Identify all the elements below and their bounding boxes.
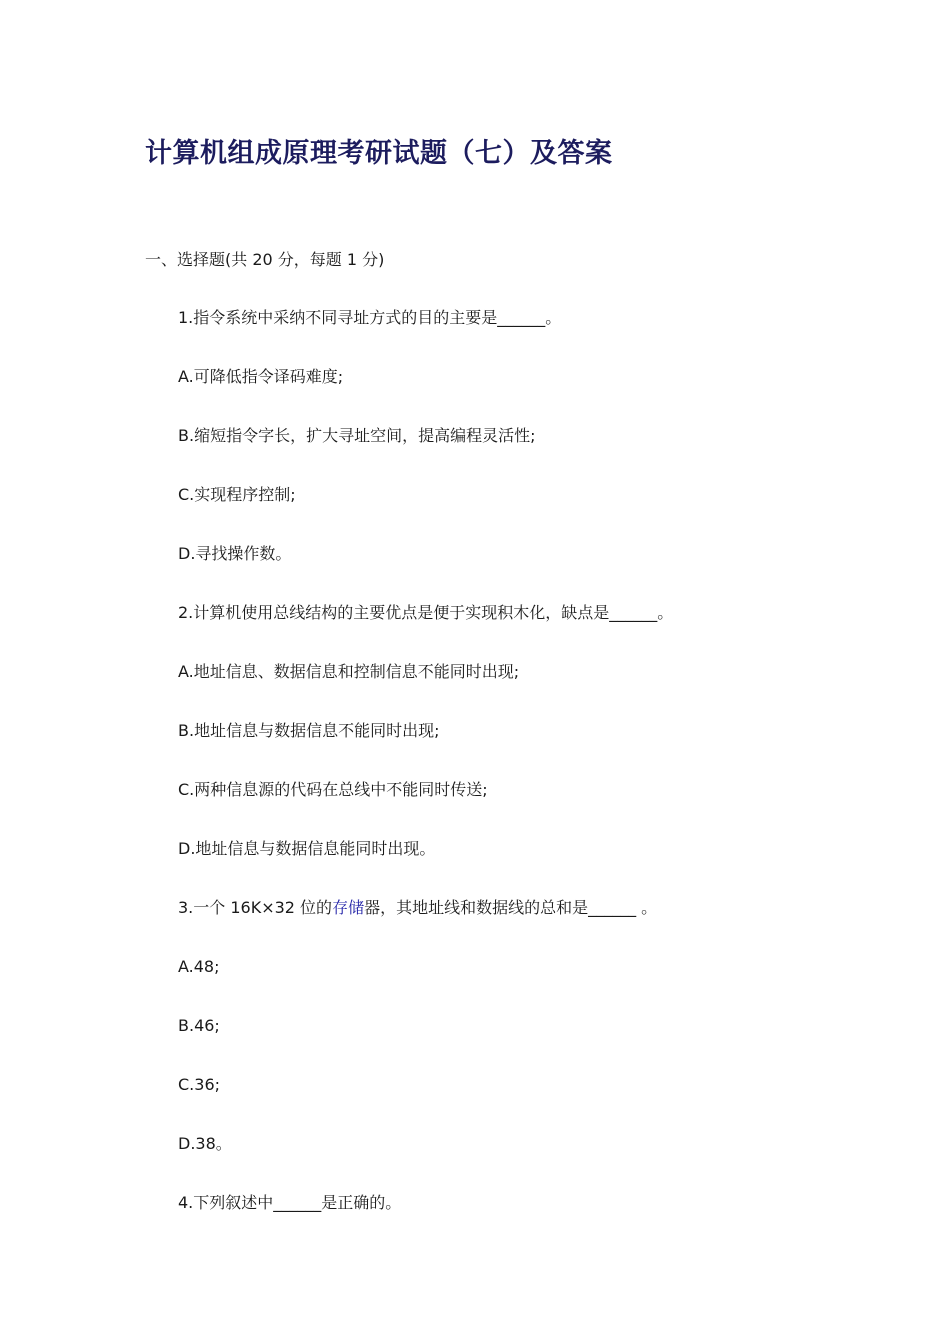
question-1-option-b: B.缩短指令字长，扩大寻址空间，提高编程灵活性; bbox=[178, 426, 536, 445]
question-2-option-c: C.两种信息源的代码在总线中不能同时传送; bbox=[178, 780, 488, 799]
question-1-option-c: C.实现程序控制; bbox=[178, 485, 296, 504]
question-3-option-b: B.46; bbox=[178, 1016, 220, 1035]
question-1-option-a: A.可降低指令译码难度; bbox=[178, 367, 344, 386]
question-3-stem bbox=[178, 897, 657, 919]
document-title: 计算机组成原理考研试题（七）及答案 bbox=[145, 138, 613, 169]
question-3-option-c: C.36; bbox=[178, 1075, 221, 1094]
storage-link[interactable]: 存储 bbox=[332, 898, 365, 917]
section-heading: 一、选择题(共 20 分，每题 1 分) bbox=[145, 250, 385, 269]
question-1-option-d: D.寻找操作数。 bbox=[178, 544, 292, 563]
question-2-option-d: D.地址信息与数据信息能同时出现。 bbox=[178, 839, 436, 858]
question-3-option-d: D.38。 bbox=[178, 1134, 232, 1153]
question-2-option-a: A.地址信息、数据信息和控制信息不能同时出现; bbox=[178, 662, 520, 681]
question-3-stem-prefix: 3.一个 16K×32 位的 bbox=[178, 898, 333, 917]
question-1-stem: 1.指令系统中采纳不同寻址方式的目的主要是______。 bbox=[178, 308, 562, 327]
question-2-option-b: B.地址信息与数据信息不能同时出现; bbox=[178, 721, 440, 740]
question-4-stem: 4.下列叙述中______是正确的。 bbox=[178, 1193, 402, 1212]
question-3-stem-suffix: 器，其地址线和数据线的总和是______ 。 bbox=[364, 898, 658, 917]
question-2-stem: 2.计算机使用总线结构的主要优点是便于实现积木化，缺点是______。 bbox=[178, 603, 674, 622]
question-3-option-a: A.48; bbox=[178, 957, 220, 976]
